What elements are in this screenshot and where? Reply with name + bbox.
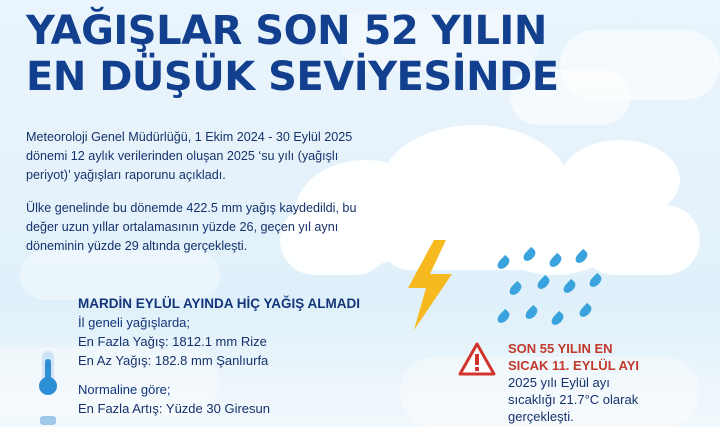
- bar-chart-icon: [40, 416, 56, 427]
- group-2-item-1: En Fazla Artış: Yüzde 30 Giresun: [78, 401, 270, 416]
- warning-title-line-2: SICAK 11. EYLÜL AYI: [508, 358, 640, 373]
- warning-section: [458, 340, 708, 425]
- warning-text-block: [508, 340, 708, 425]
- body-paragraphs: [26, 128, 386, 270]
- title-line-1: YAĞIŞLAR SON 52 YILIN: [26, 8, 547, 54]
- page-title: [26, 8, 706, 100]
- warning-triangle-icon: [458, 342, 496, 376]
- warning-body-line-1: 2025 yılı Eylül ayı: [508, 375, 610, 390]
- paragraph-2: Ülke genelinde bu dönemde 422.5 mm yağış kaydedildi, bu değer uzun yıllar ortalamasının yüzde 26, geçen yıl aynı döneminin yüzde 29 altında gerçekleşti.: [26, 201, 357, 253]
- left-group-2: [30, 380, 410, 418]
- group-1-subtitle: İl geneli yağışlarda;: [78, 315, 191, 330]
- title-line-2: EN DÜŞÜK SEVİYESİNDE: [26, 54, 559, 100]
- warning-body-line-2: sıcaklığı 21.7°C olarak: [508, 392, 639, 407]
- warning-title-line-1: SON 55 YILIN EN: [508, 341, 613, 356]
- left-statistics-section: [30, 294, 410, 427]
- group-1-item-1: En Fazla Yağış: 1812.1 mm Rize: [78, 334, 267, 349]
- group-1-item-2: En Az Yağış: 182.8 mm Şanlıurfa: [78, 353, 269, 368]
- raindrops-icon: [495, 248, 615, 333]
- group-2-subtitle: Normaline göre;: [78, 382, 171, 397]
- left-section-headline: MARDİN EYLÜL AYINDA HİÇ YAĞIŞ ALMADI: [78, 296, 361, 311]
- paragraph-1: Meteoroloji Genel Müdürlüğü, 1 Ekim 2024 - 30 Eylül 2025 dönemi 12 aylık verilerinden oluşan 2025 ‘su yılı (yağışlı periyot)’ yağışları raporunu açıkladı.: [26, 130, 353, 182]
- left-group-1: [30, 313, 410, 370]
- warning-body-line-3: gerçekleşti.: [508, 409, 574, 424]
